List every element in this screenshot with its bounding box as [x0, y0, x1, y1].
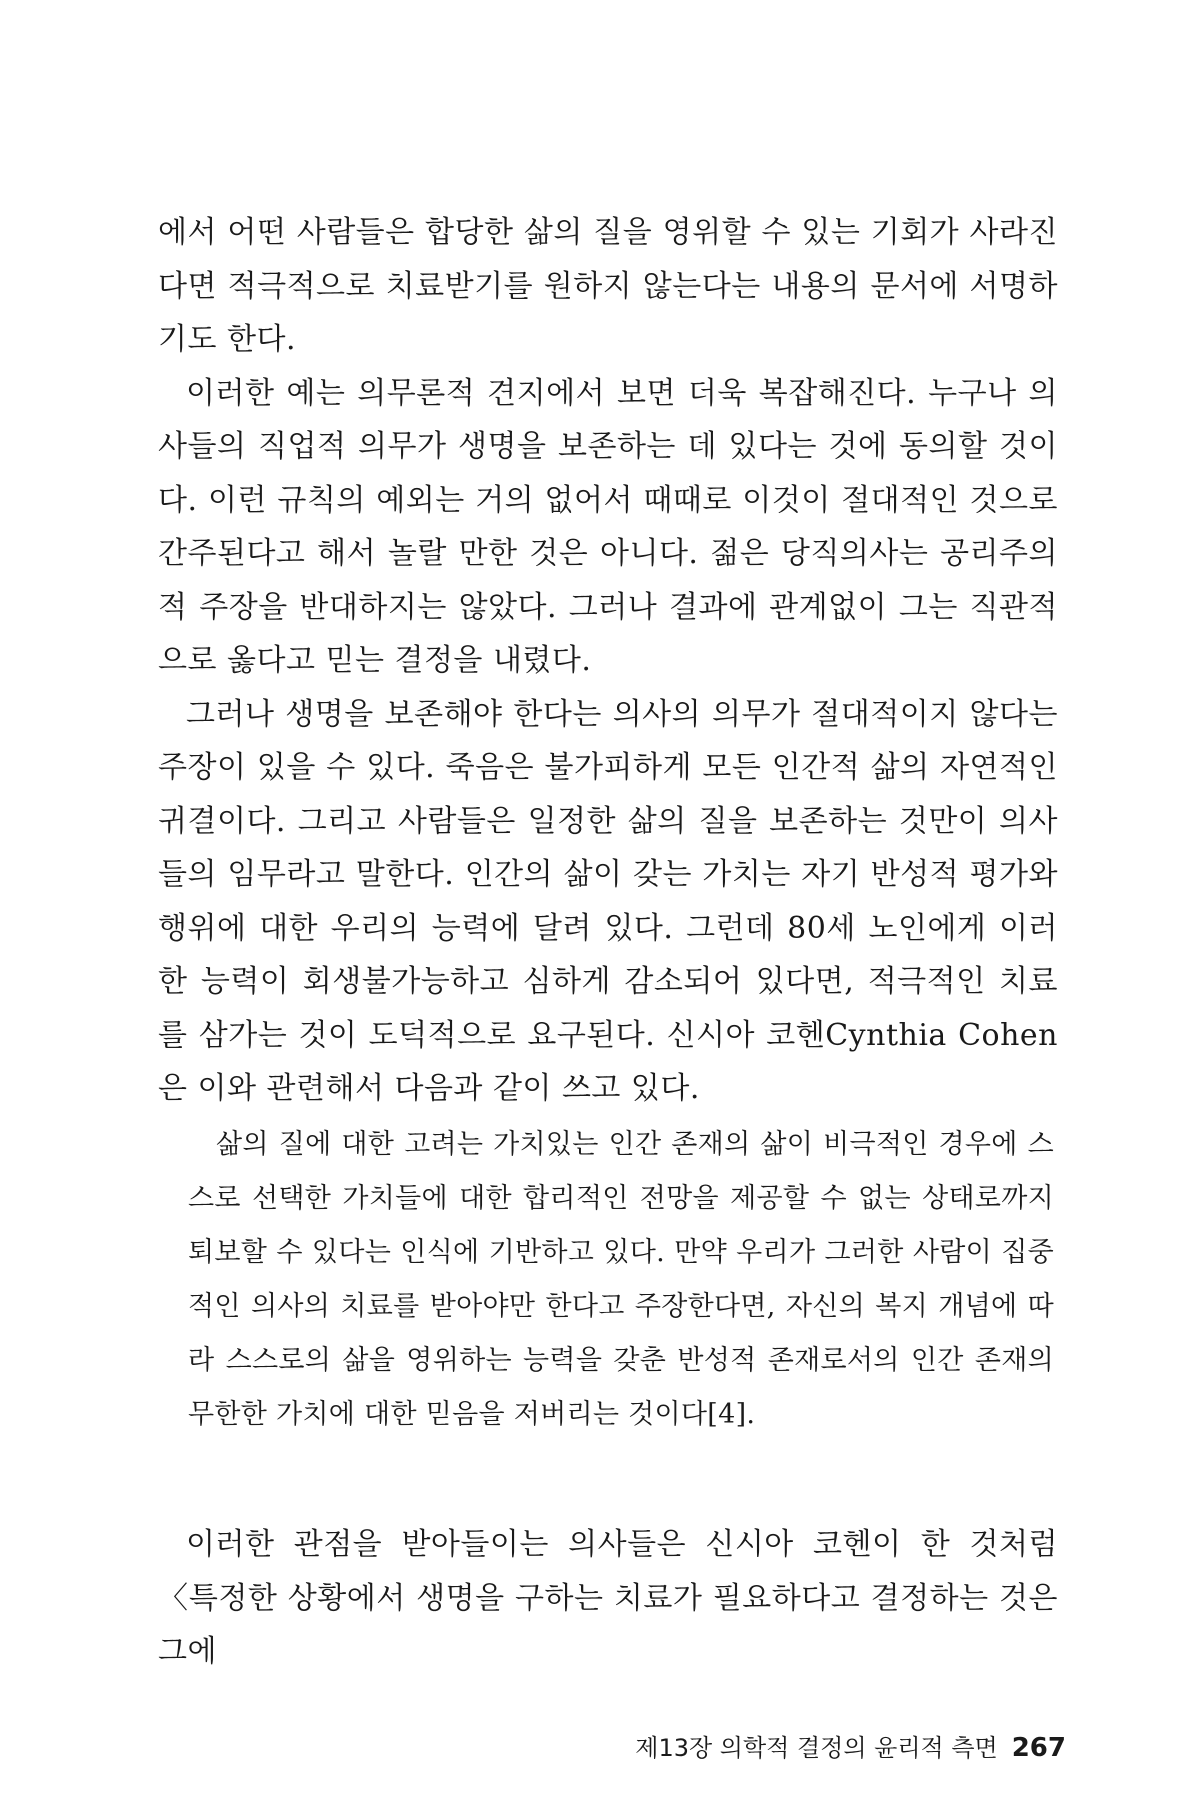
paragraph-quality-of-life: 그러나 생명을 보존해야 한다는 의사의 의무가 절대적이지 않다는 주장이 있을 수 있다. 죽음은 불가피하게 모든 인간적 삶의 자연적인 귀결이다. 그리고 사람들은 일정한 삶의 질을 보존하는 것만이 의사들의 임무라고 말한다. 인간의 삶이 갖는 가치는 자기 반성적 평가와 행위에 대한 우리의 능력에 달려 있다. 그런데 80세 노인에게 이러한 능력이 회생불가능하고 심하게 감소되어 있다면, 적극적인 치료를 삼가는 것이 도덕적으로 요구된다. 신시아 코헨Cynthia Cohen은 이와 관련해서 다음과 같이 쓰고 있다. [158, 696, 1058, 1106]
paragraph-continued: 에서 어떤 사람들은 합당한 삶의 질을 영위할 수 있는 기회가 사라진다면 적극적으로 치료받기를 원하지 않는다는 내용의 문서에 서명하기도 한다. [158, 215, 1058, 357]
main-text-block [158, 206, 1058, 1116]
block-quote [188, 1118, 1054, 1442]
page-number: 267 [1011, 1733, 1066, 1763]
post-quote-text-block [158, 1518, 1058, 1679]
paragraph-deontology: 이러한 예는 의무론적 견지에서 보면 더욱 복잡해진다. 누구나 의사들의 직업적 의무가 생명을 보존하는 데 있다는 것에 동의할 것이다. 이런 규칙의 예외는 거의 없어서 때때로 이것이 절대적인 것으로 간주된다고 해서 놀랄 만한 것은 아니다. 젊은 당직의사는 공리주의적 주장을 반대하지는 않았다. 그러나 결과에 관계없이 그는 직관적으로 옳다고 믿는 결정을 내렸다. [158, 375, 1058, 678]
quote-text: 삶의 질에 대한 고려는 가치있는 인간 존재의 삶이 비극적인 경우에 스스로 선택한 가치들에 대한 합리적인 전망을 제공할 수 없는 상태로까지 퇴보할 수 있다는 인식에 기반하고 있다. 만약 우리가 그러한 사람이 집중적인 의사의 치료를 받아야만 한다고 주장한다면, 자신의 복지 개념에 따라 스스로의 삶을 영위하는 능력을 갖춘 반성적 존재로서의 인간 존재의 무한한 가치에 대한 믿음을 저버리는 것이다[4]. [188, 1129, 1054, 1430]
running-footer-chapter: 제13장 의학적 결정의 윤리적 측면 [635, 1734, 998, 1762]
page-footer [635, 1728, 1066, 1763]
paragraph-after-quote: 이러한 관점을 받아들이는 의사들은 신시아 코헨이 한 것처럼 〈특정한 상황에서 생명을 구하는 치료가 필요하다고 결정하는 것은 그에 [158, 1527, 1058, 1669]
